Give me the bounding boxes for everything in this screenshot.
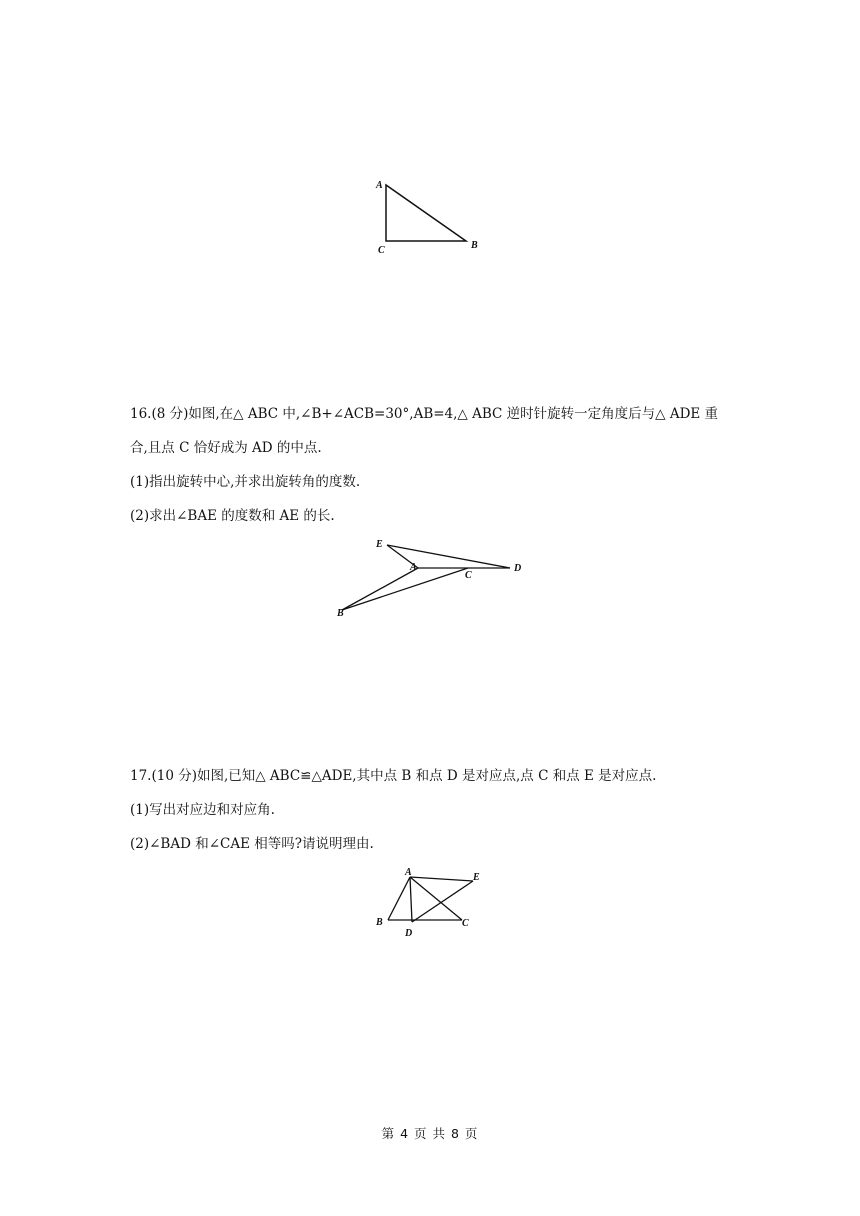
label-a: A — [376, 180, 383, 191]
q16-part2: (2)求出∠BAE 的度数和 AE 的长. — [130, 508, 335, 524]
q17-stem-line1: 17.(10 分)如图,已知△ ABC≌△ADE,其中点 B 和点 D 是对应点,点 C 和点 E 是对应点. — [130, 768, 657, 784]
label-e: E — [473, 872, 480, 883]
label-a: A — [405, 867, 412, 878]
segment-de — [412, 881, 473, 922]
q17-part2: (2)∠BAD 和∠CAE 相等吗?请说明理由. — [130, 836, 374, 852]
segment-ae — [410, 877, 473, 881]
q16-stem-line1: 16.(8 分)如图,在△ ABC 中,∠B+∠ACB=30°,AB=4,△ ABC 逆时针旋转一定角度后与△ ADE 重 — [130, 406, 719, 422]
figure-congruent-abc-ade — [370, 865, 500, 945]
segment-ac — [410, 877, 462, 920]
label-d: D — [514, 563, 522, 574]
figure-right-triangle-acb — [370, 175, 490, 260]
label-c: C — [465, 570, 472, 581]
label-b: B — [376, 917, 383, 928]
segment-ad — [410, 877, 412, 922]
label-e: E — [376, 539, 383, 550]
q16-part1: (1)指出旋转中心,并求出旋转角的度数. — [130, 474, 361, 490]
q16-stem-line2: 合,且点 C 恰好成为 AD 的中点. — [130, 440, 322, 456]
segment-ed — [387, 545, 510, 568]
label-d: D — [405, 928, 413, 939]
label-a: A — [410, 562, 417, 573]
segment-ab — [388, 877, 410, 920]
page-number: 第 4 页 共 8 页 — [381, 1126, 479, 1141]
q17-part1: (1)写出对应边和对应角. — [130, 802, 275, 818]
label-b: B — [337, 608, 344, 619]
triangle-acb — [386, 185, 466, 241]
segment-bc — [342, 568, 468, 610]
label-c: C — [462, 918, 469, 929]
label-b: B — [471, 240, 478, 251]
figure-rotation-abc-ade — [330, 530, 530, 630]
label-c: C — [378, 245, 385, 256]
